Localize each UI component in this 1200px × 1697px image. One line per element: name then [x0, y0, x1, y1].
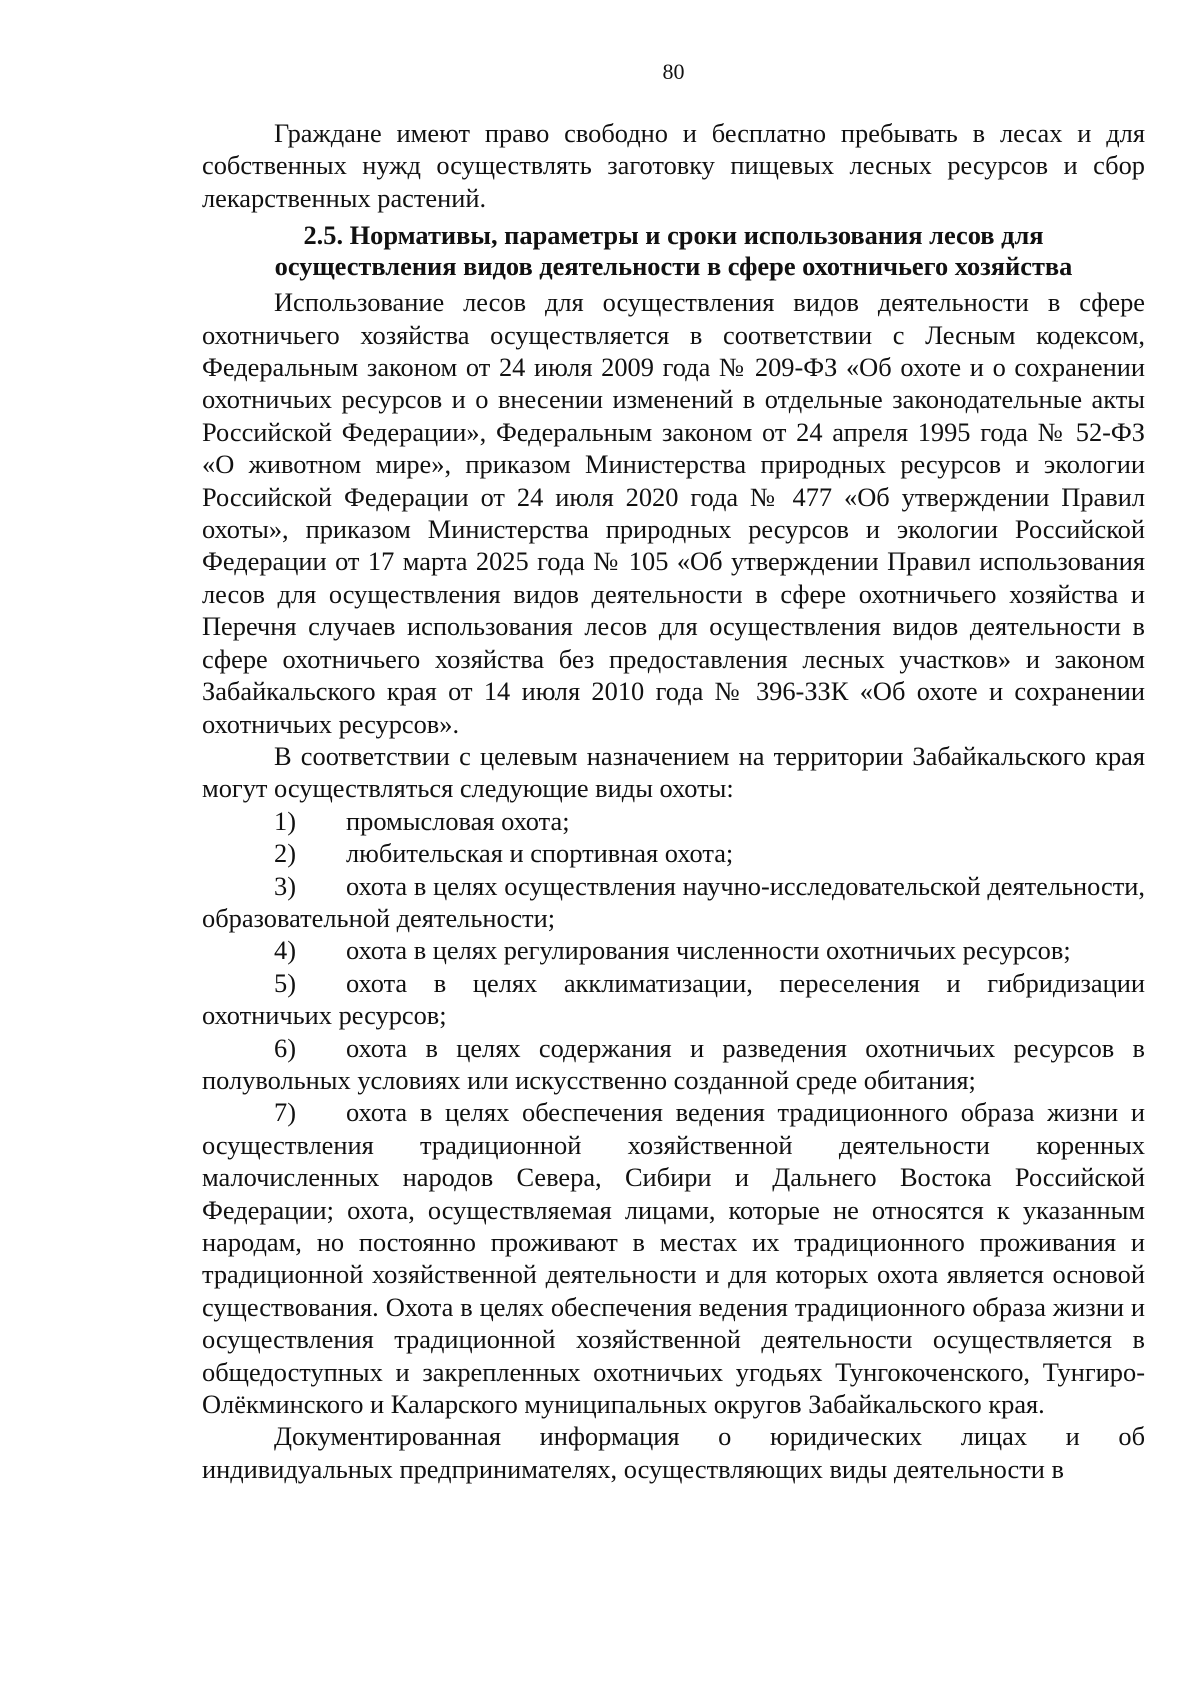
list-item-text: охота в целях осуществления научно-исследовательской деятельности, образовательной деятельности;	[202, 870, 1145, 933]
list-item	[202, 870, 1145, 935]
list-item-number: 4)	[274, 935, 296, 966]
section-title-line1: 2.5. Нормативы, параметры и сроки использования лесов для	[303, 220, 1044, 251]
list-item-text: охота в целях обеспечения ведения традиционного образа жизни и осуществления традиционной хозяйственной деятельности коренных малочисленных народов Севера, Сибири и Дальнего Востока Российской Федерации; охота, осуществляемая лицами, которые не относятся к указанным народам, но постоянно проживают в местах их традиционного проживания и традиционной хозяйственной деятельности и для которых охота является основой существования. Охота в целях обеспечения ведения традиционного образа жизни и осуществления традиционной хозяйственной деятельности осуществляется в общедоступных и закрепленных охотничьих угодьях Тунгокоченского, Тунгиро-Олёкминского и Каларского муниципальных округов Забайкальского края.	[202, 1097, 1145, 1420]
list-item-text: охота в целях регулирования численности охотничьих ресурсов;	[346, 935, 1071, 966]
list-item-number: 3)	[274, 870, 296, 901]
list-item	[202, 805, 1145, 837]
section-title	[202, 220, 1145, 282]
intro-paragraph: Граждане имеют право свободно и бесплатно пребывать в лесах и для собственных нужд осуществлять заготовку пищевых лесных ресурсов и сбор лекарственных растений.	[202, 118, 1145, 213]
list-item-text: охота в целях акклиматизации, переселения и гибридизации охотничьих ресурсов;	[202, 967, 1145, 1031]
list-item	[202, 967, 1145, 1032]
list-item	[202, 1096, 1145, 1420]
list-item-number: 5)	[274, 967, 296, 998]
section-title-line2: осуществления видов деятельности в сфере охотничьего хозяйства	[274, 251, 1073, 282]
hunting-types-intro: В соответствии с целевым назначением на территории Забайкальского края могут осуществляться следующие виды охоты:	[202, 740, 1145, 804]
list-item-number: 2)	[274, 838, 296, 869]
list-item-number: 1)	[274, 805, 296, 836]
list-item-number: 7)	[274, 1097, 296, 1128]
documented-info-paragraph: Документированная информация о юридических лицах и об индивидуальных предпринимателях, осуществляющих виды деятельности в	[202, 1421, 1145, 1484]
list-item	[202, 1032, 1145, 1097]
list-item-number: 6)	[274, 1032, 296, 1063]
document-body	[202, 117, 1145, 1485]
hunting-types-list	[202, 805, 1145, 1421]
list-item	[202, 934, 1145, 966]
list-item-text: охота в целях содержания и разведения охотничьих ресурсов в полувольных условиях или искусственно созданной среде обитания;	[202, 1032, 1145, 1095]
list-item	[202, 837, 1145, 869]
legal-basis-paragraph: Использование лесов для осуществления видов деятельности в сфере охотничьего хозяйства осуществляется в соответствии с Лесным кодексом, Федеральным законом от 24 июля 2009 года № 209-ФЗ «Об охоте и о сохранении охотничьих ресурсов и о внесении изменений в отдельные законодательные акты Российской Федерации», Федеральным законом от 24 апреля 1995 года № 52-ФЗ «О животном мире», приказом Министерства природных ресурсов и экологии Российской Федерации от 24 июля 2020 года № 477 «Об утверждении Правил охоты», приказом Министерства природных ресурсов и экологии Российской Федерации от 17 марта 2025 года № 105 «Об утверждении Правил использования лесов для осуществления видов деятельности в сфере охотничьего хозяйства и Перечня случаев использования лесов для осуществления видов деятельности в сфере охотничьего хозяйства без предоставления лесных участков» и законом Забайкальского края от 14 июля 2010 года № 396-ЗЗК «Об охоте и сохранении охотничьих ресурсов».	[202, 287, 1145, 739]
list-item-text: любительская и спортивная охота;	[346, 838, 734, 869]
list-item-text: промысловая охота;	[346, 805, 570, 836]
page-number: 80	[662, 59, 685, 84]
